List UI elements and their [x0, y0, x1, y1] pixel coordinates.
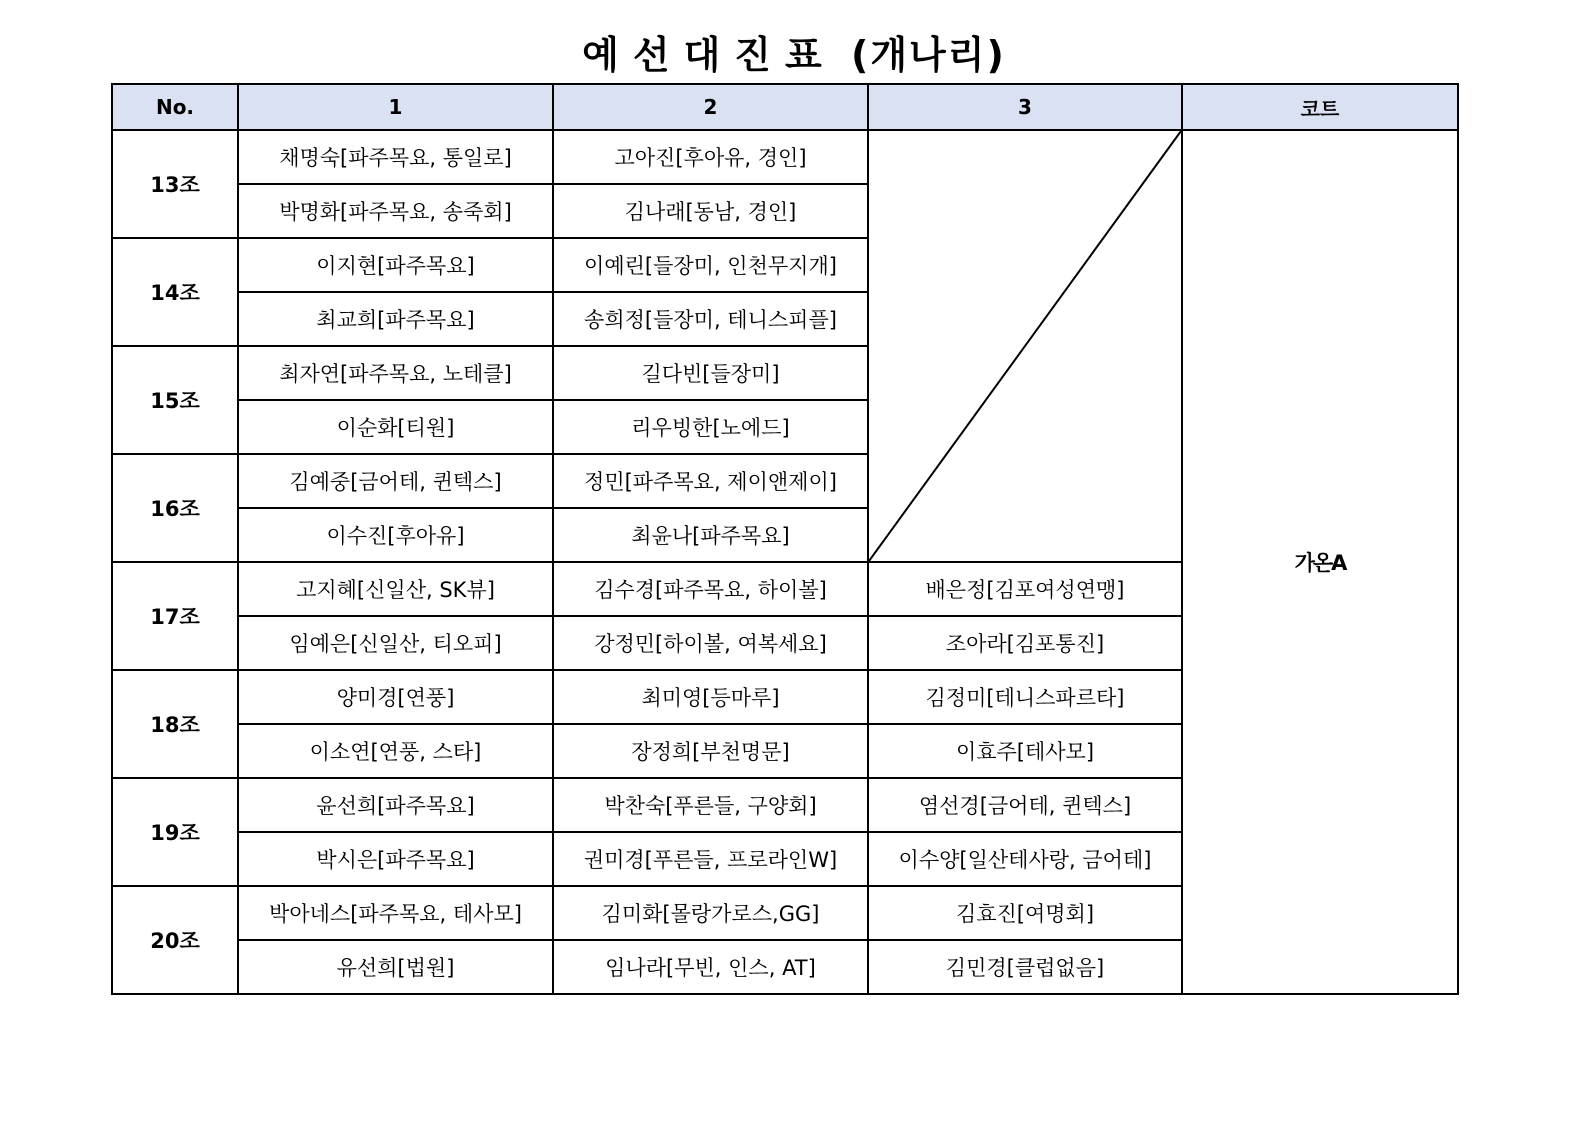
player-cell: 최교희[파주목요]: [238, 292, 553, 346]
group-label: 16조: [112, 454, 238, 562]
header-col3: 3: [868, 84, 1182, 130]
page-title: [0, 30, 1588, 80]
header-col1: 1: [238, 84, 553, 130]
player-cell: 리우빙한[노에드]: [553, 400, 868, 454]
player-cell: 최미영[등마루]: [553, 670, 868, 724]
header-row: [112, 84, 1458, 130]
group-label: 17조: [112, 562, 238, 670]
player-cell: 이예린[들장미, 인천무지개]: [553, 238, 868, 292]
court-name: 가온A: [1182, 130, 1458, 994]
table-row: [112, 130, 1458, 184]
player-cell: 이순화[티원]: [238, 400, 553, 454]
player-cell: 임예은[신일산, 티오피]: [238, 616, 553, 670]
player-cell: 이지현[파주목요]: [238, 238, 553, 292]
header-court: 코트: [1182, 84, 1458, 130]
player-cell: 윤선희[파주목요]: [238, 778, 553, 832]
player-cell: 김나래[동남, 경인]: [553, 184, 868, 238]
player-cell: 유선희[법원]: [238, 940, 553, 994]
player-cell: 조아라[김포통진]: [868, 616, 1182, 670]
player-cell: 배은정[김포여성연맹]: [868, 562, 1182, 616]
player-cell: 이효주[테사모]: [868, 724, 1182, 778]
group-label: 13조: [112, 130, 238, 238]
group-label: 14조: [112, 238, 238, 346]
player-cell: 채명숙[파주목요, 통일로]: [238, 130, 553, 184]
empty-diagonal-cell: [868, 130, 1182, 562]
player-cell: 박명화[파주목요, 송죽회]: [238, 184, 553, 238]
group-label: 18조: [112, 670, 238, 778]
header-col2: 2: [553, 84, 868, 130]
player-cell: 박시은[파주목요]: [238, 832, 553, 886]
player-cell: 길다빈[들장미]: [553, 346, 868, 400]
player-cell: 정민[파주목요, 제이앤제이]: [553, 454, 868, 508]
player-cell: 임나라[무빈, 인스, AT]: [553, 940, 868, 994]
player-cell: 염선경[금어테, 퀸텍스]: [868, 778, 1182, 832]
bracket-table: [111, 83, 1459, 995]
player-cell: 이수진[후아유]: [238, 508, 553, 562]
player-cell: 김정미[테니스파르타]: [868, 670, 1182, 724]
player-cell: 장정희[부천명문]: [553, 724, 868, 778]
title-main: 예선대진표: [582, 33, 836, 77]
group-label: 20조: [112, 886, 238, 994]
group-label: 15조: [112, 346, 238, 454]
player-cell: 김수경[파주목요, 하이볼]: [553, 562, 868, 616]
player-cell: 송희정[들장미, 테니스피플]: [553, 292, 868, 346]
group-label: 19조: [112, 778, 238, 886]
header-no: No.: [112, 84, 238, 130]
diagonal-line: [869, 131, 1181, 561]
player-cell: 고아진[후아유, 경인]: [553, 130, 868, 184]
player-cell: 양미경[연풍]: [238, 670, 553, 724]
player-cell: 권미경[푸른들, 프로라인W]: [553, 832, 868, 886]
player-cell: 최자연[파주목요, 노테클]: [238, 346, 553, 400]
player-cell: 박아네스[파주목요, 테사모]: [238, 886, 553, 940]
player-cell: 고지혜[신일산, SK뷰]: [238, 562, 553, 616]
player-cell: 강정민[하이볼, 여복세요]: [553, 616, 868, 670]
player-cell: 김효진[여명회]: [868, 886, 1182, 940]
player-cell: 김미화[몰랑가로스,GG]: [553, 886, 868, 940]
player-cell: 최윤나[파주목요]: [553, 508, 868, 562]
player-cell: 이소연[연풍, 스타]: [238, 724, 553, 778]
player-cell: 이수양[일산테사랑, 금어테]: [868, 832, 1182, 886]
player-cell: 박찬숙[푸른들, 구양회]: [553, 778, 868, 832]
player-cell: 김예중[금어테, 퀸텍스]: [238, 454, 553, 508]
player-cell: 김민경[클럽없음]: [868, 940, 1182, 994]
title-sub: (개나리): [850, 33, 1006, 77]
